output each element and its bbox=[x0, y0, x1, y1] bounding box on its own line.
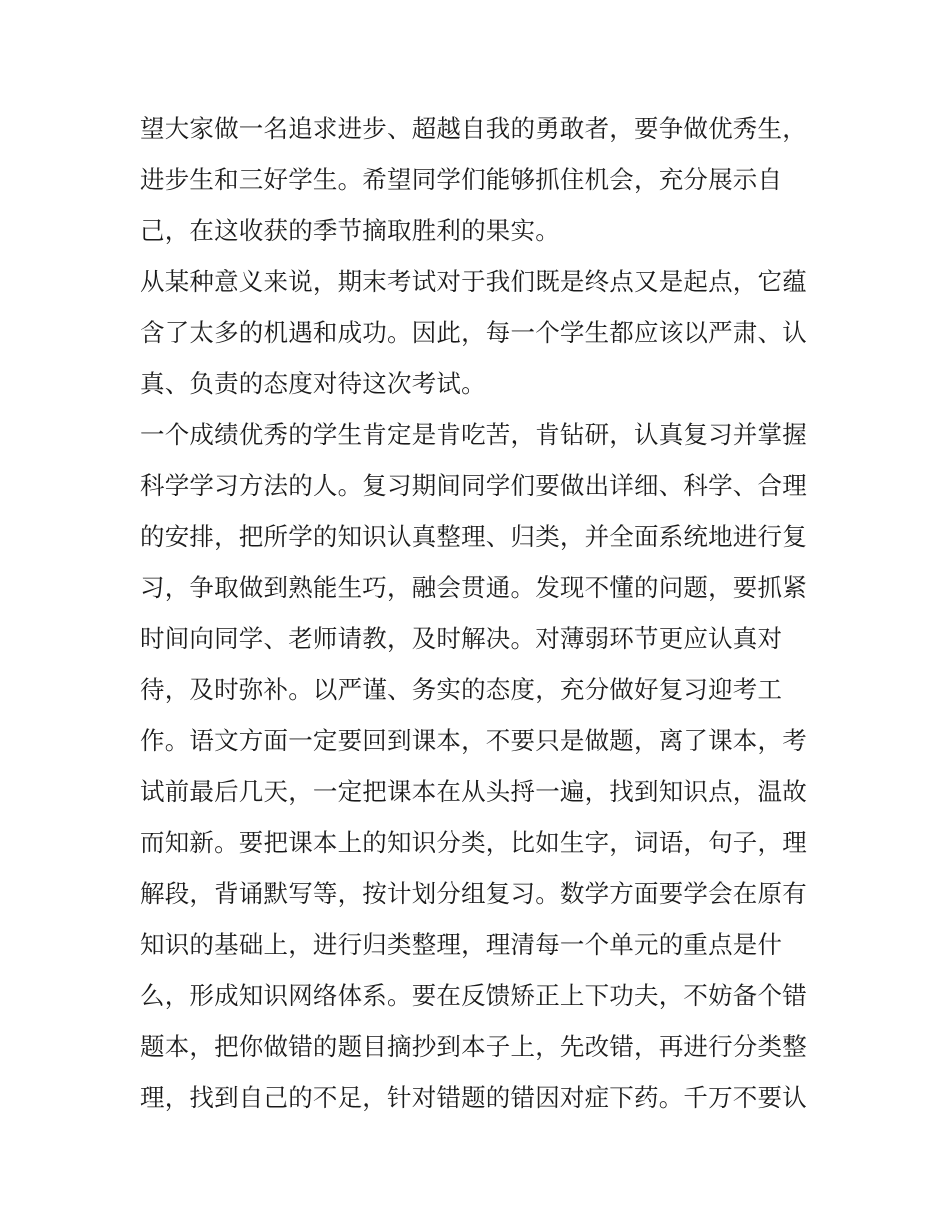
text-line: 时间向同学、老师请教，及时解决。对薄弱环节更应认真对 bbox=[140, 624, 783, 653]
text-line: 么，形成知识网络体系。要在反馈矫正上下功夫，不妨备个错 bbox=[140, 981, 807, 1010]
body-text bbox=[140, 103, 830, 1123]
text-line: 知识的基础上，进行归类整理，理清每一个单元的重点是什 bbox=[140, 930, 783, 959]
text-line: 含了太多的机遇和成功。因此，每一个学生都应该以严肃、认 bbox=[140, 318, 807, 347]
text-line: 习，争取做到熟能生巧，融会贯通。发现不懂的问题，要抓紧 bbox=[140, 573, 807, 602]
text-line: 理，找到自己的不足，针对错题的错因对症下药。千万不要认 bbox=[140, 1083, 807, 1112]
text-line: 进步生和三好学生。希望同学们能够抓住机会，充分展示自 bbox=[140, 165, 783, 194]
text-line: 而知新。要把课本上的知识分类，比如生字，词语，句子，理 bbox=[140, 828, 807, 857]
text-line: 解段，背诵默写等，按计划分组复习。数学方面要学会在原有 bbox=[140, 879, 807, 908]
text-line: 从某种意义来说，期末考试对于我们既是终点又是起点，它蕴 bbox=[140, 267, 807, 296]
text-line: 题本，把你做错的题目摘抄到本子上，先改错，再进行分类整 bbox=[140, 1032, 807, 1061]
text-line: 试前最后几天，一定把课本在从头捋一遍，找到知识点，温故 bbox=[140, 777, 807, 806]
text-line: 的安排，把所学的知识认真整理、归类，并全面系统地进行复 bbox=[140, 522, 807, 551]
text-line: 己，在这收获的季节摘取胜利的果实。 bbox=[140, 216, 560, 245]
text-line: 望大家做一名追求进步、超越自我的勇敢者，要争做优秀生， bbox=[140, 114, 807, 143]
text-line: 作。语文方面一定要回到课本，不要只是做题，离了课本，考 bbox=[140, 726, 807, 755]
text-line: 待，及时弥补。以严谨、务实的态度，充分做好复习迎考工 bbox=[140, 675, 783, 704]
text-line: 一个成绩优秀的学生肯定是肯吃苦，肯钻研，认真复习并掌握 bbox=[140, 420, 807, 449]
text-line: 科学学习方法的人。复习期间同学们要做出详细、科学、合理 bbox=[140, 471, 807, 500]
text-line: 真、负责的态度对待这次考试。 bbox=[140, 369, 486, 398]
